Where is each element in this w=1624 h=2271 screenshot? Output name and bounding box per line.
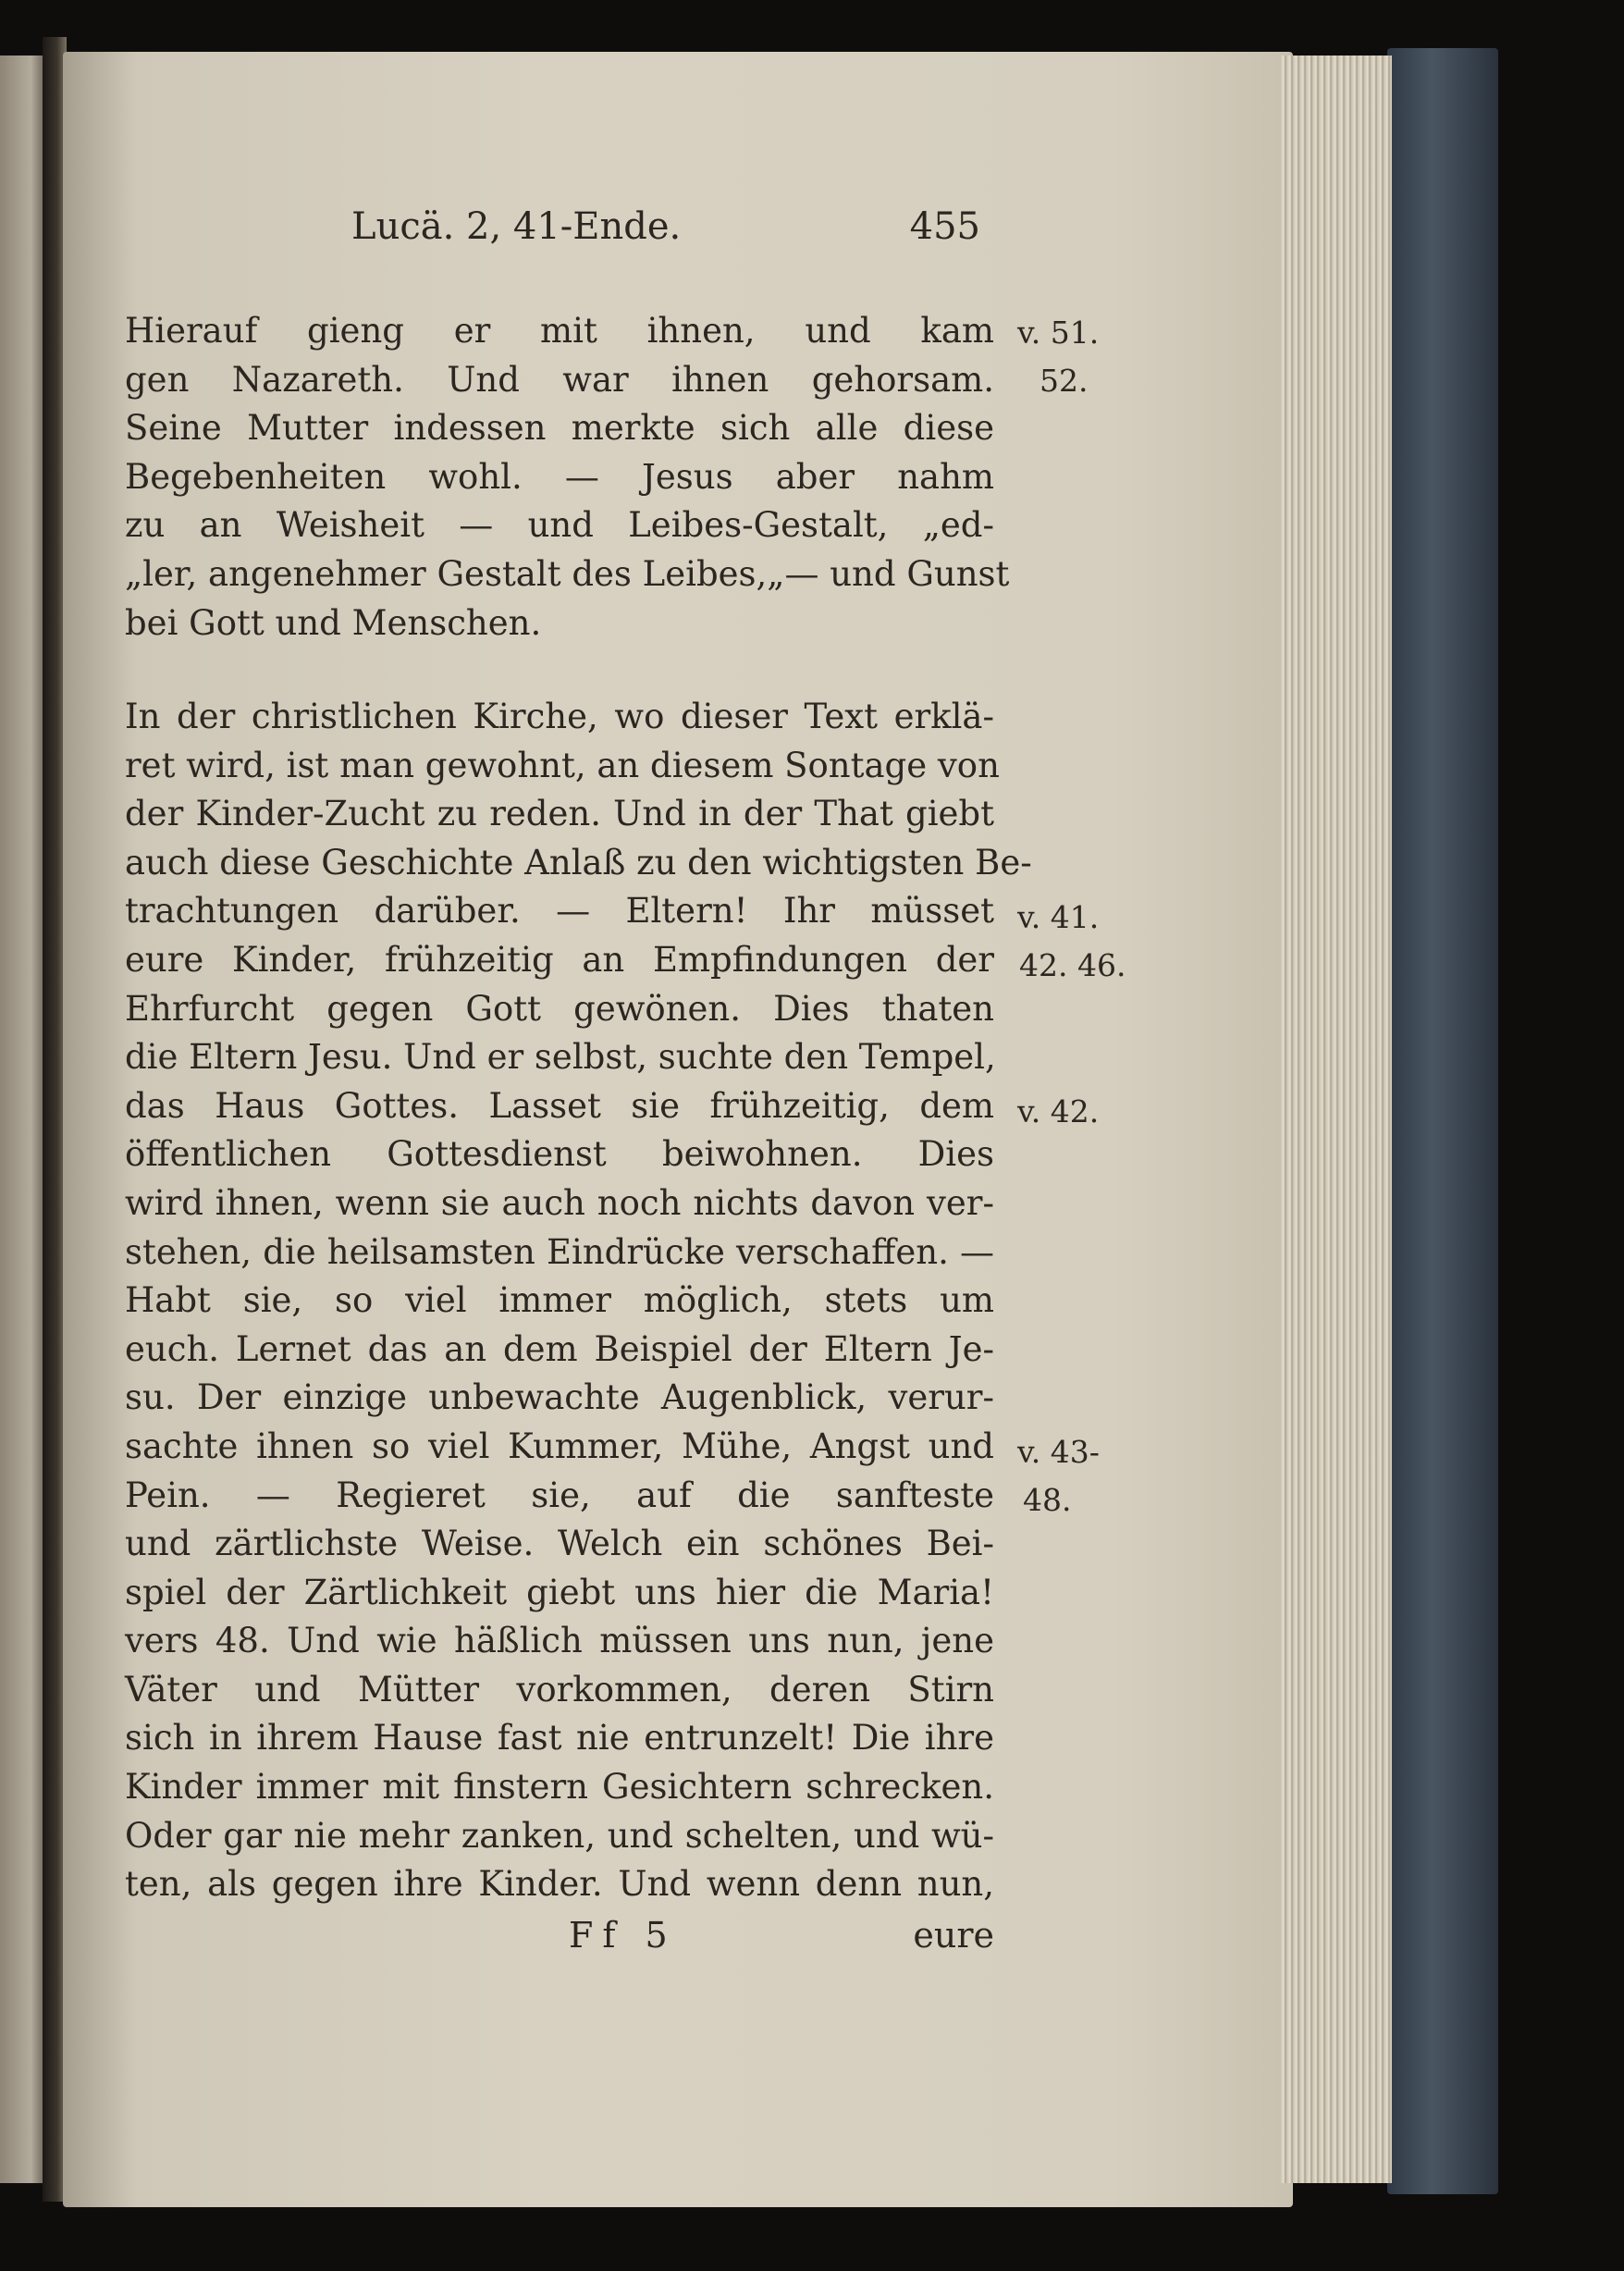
- text-line: der Kinder-Zucht zu reden. Und in der That giebt: [125, 794, 994, 834]
- text-line: trachtungen darüber. — Eltern! Ihr müsset: [125, 891, 994, 932]
- margin-note: v. 51.: [1017, 315, 1100, 351]
- text-line: In der christlichen Kirche, wo dieser Text erklä-: [125, 697, 994, 736]
- paragraph-1: [125, 307, 1010, 648]
- text-line: wird ihnen, wenn sie auch noch nichts davon ver-: [125, 1182, 994, 1223]
- left-page-edge: [0, 56, 44, 2183]
- paragraph-2: [125, 693, 1032, 1909]
- text-line: gen Nazareth. Und war ihnen gehorsam.: [125, 359, 994, 400]
- text-line: die Eltern Jesu. Und er selbst, suchte den Tempel,: [125, 1037, 996, 1078]
- margin-note: 42. 46.: [1019, 947, 1126, 983]
- text-line: Begebenheiten wohl. — Jesus aber nahm: [125, 456, 994, 497]
- text-line: ret wird, ist man gewohnt, an diesem Sontage von: [125, 745, 1000, 785]
- text-line: sachte ihnen so viel Kummer, Mühe, Angst und: [125, 1426, 994, 1466]
- text-line: su. Der einzige unbewachte Augenblick, verur-: [125, 1377, 994, 1418]
- text-line: „ler, angenehmer Gestalt des Leibes,„— und Gunst: [125, 553, 1010, 594]
- text-line: Seine Mutter indessen merkte sich alle diese: [125, 408, 994, 449]
- text-line: Habt sie, so viel immer möglich, stets um: [125, 1280, 994, 1321]
- page-number: 455: [909, 205, 980, 248]
- margin-note: v. 43-: [1017, 1434, 1100, 1470]
- text-line: Hierauf gieng er mit ihnen, und kam: [125, 311, 994, 351]
- book-cover-edge: [1387, 48, 1498, 2194]
- text-line: öffentlichen Gottesdienst beiwohnen. Dies: [125, 1134, 994, 1175]
- text-line: das Haus Gottes. Lasset sie frühzeitig, dem: [125, 1085, 994, 1126]
- running-title: Lucä. 2, 41-Ende.: [351, 205, 682, 248]
- running-header: [351, 205, 999, 261]
- text-line: und zärtlichste Weise. Welch ein schönes Bei-: [125, 1524, 994, 1564]
- text-line: auch diese Geschichte Anlaß zu den wichtigsten Be-: [125, 842, 1032, 882]
- catchword: eure: [913, 1915, 994, 1956]
- text-line: stehen, die heilsamsten Eindrücke verschaffen. —: [125, 1231, 994, 1272]
- margin-note: v. 42.: [1017, 1093, 1100, 1129]
- margin-note: v. 41.: [1017, 899, 1100, 935]
- signature-mark: Ff 5: [569, 1915, 677, 1956]
- text-line: Väter und Mütter vorkommen, deren Stirn: [125, 1669, 994, 1709]
- text-line: vers 48. Und wie häßlich müssen uns nun, jene: [125, 1621, 994, 1661]
- text-line: Oder gar nie mehr zanken, und schelten, und wü-: [125, 1815, 994, 1856]
- text-line: eure Kinder, frühzeitig an Empfindungen der: [125, 939, 994, 980]
- margin-note: 52.: [1040, 363, 1089, 399]
- text-line: sich in ihrem Hause fast nie entrunzelt! Die ihre: [125, 1718, 994, 1759]
- page-footer: [125, 1915, 994, 1970]
- text-line: spiel der Zärtlichkeit giebt uns hier die Maria!: [125, 1572, 994, 1612]
- text-line: Kinder immer mit finstern Gesichtern schrecken.: [125, 1767, 994, 1808]
- text-line: euch. Lernet das an dem Beispiel der Eltern Je-: [125, 1328, 994, 1369]
- page-stack-edges: [1281, 56, 1392, 2183]
- margin-note: 48.: [1023, 1482, 1072, 1518]
- text-line: bei Gott und Menschen.: [125, 602, 542, 643]
- text-line: Pein. — Regieret sie, auf die sanfteste: [125, 1475, 994, 1515]
- text-line: zu an Weisheit — und Leibes-Gestalt, „ed-: [125, 505, 994, 546]
- text-line: Ehrfurcht gegen Gott gewönen. Dies thaten: [125, 988, 994, 1029]
- text-line: ten, als gegen ihre Kinder. Und wenn denn nun,: [125, 1864, 994, 1905]
